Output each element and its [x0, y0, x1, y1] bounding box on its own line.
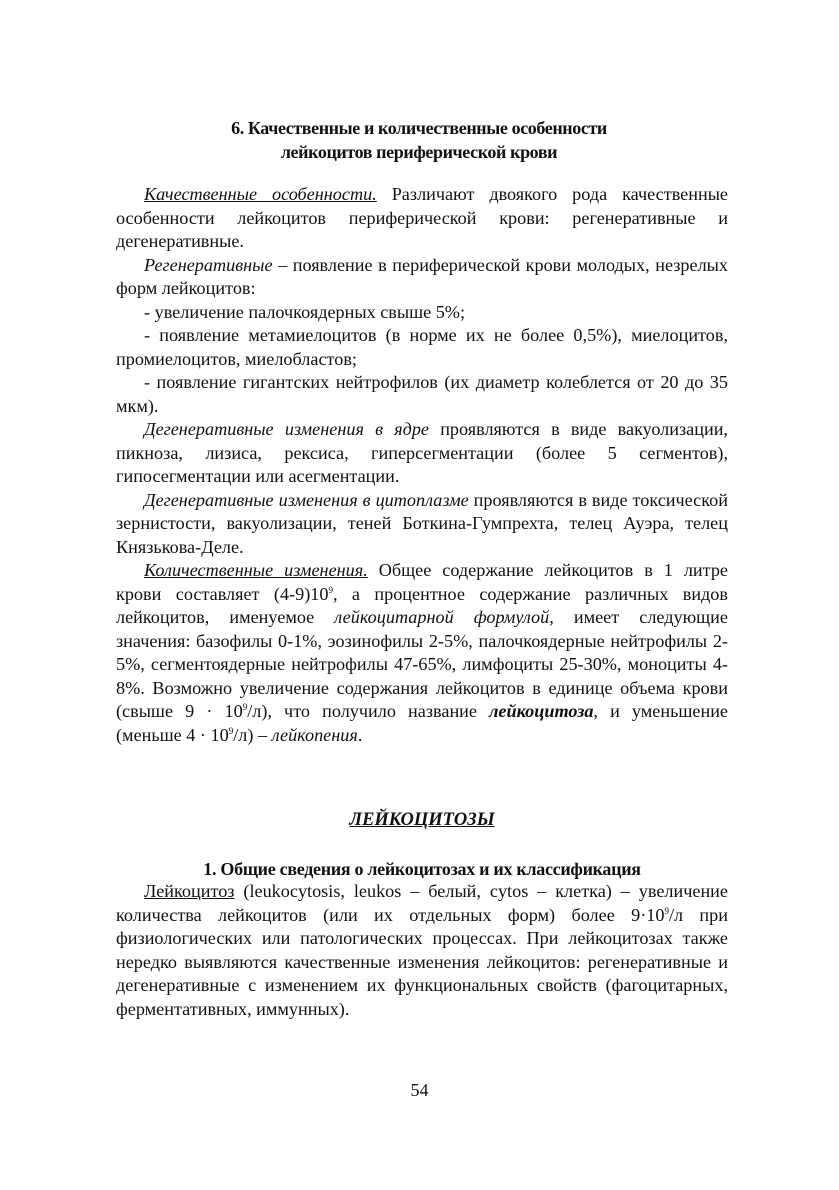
regenerative-text: – появление в периферической крови молодых, незрелых форм лейкоцитов:	[116, 254, 728, 298]
term-leukocytosis: лейкоцитоза	[489, 701, 594, 721]
list-item: - увеличение палочкоядерных свыше 5%;	[144, 301, 466, 322]
term-formula: лейкоцитарной формулой	[334, 607, 550, 627]
qualitative-text: Различают двоякого рода качественные особенности лейкоцитов периферической крови: регенеративные и дегенеративные.	[116, 184, 729, 251]
quantitative-text-d: /л), что получило название	[247, 701, 490, 721]
quantitative-text-e: , и уменьшение (меньше 4 · 10	[116, 701, 729, 745]
section-heading: ЛЕЙКОЦИТОЗЫ	[349, 810, 495, 830]
quantitative-text-f: /л) –	[233, 724, 272, 745]
paragraph-cytoplasm	[116, 489, 728, 560]
regenerative-label: Регенеративные	[144, 254, 273, 275]
quantitative-text-a: Общее содержание лейкоцитов в 1 литре крови составляет (4-9)10	[116, 560, 728, 604]
quantitative-text-b: , а процентное содержание различных видов лейкоцитов, именуемое	[116, 583, 728, 627]
page-number: 54	[410, 1080, 429, 1100]
nucleus-label: Дегенеративные изменения в ядре	[144, 419, 429, 439]
superscript: 9	[242, 701, 248, 712]
main-text	[116, 183, 728, 747]
leukocytosis-term: Лейкоцитоз	[144, 881, 235, 901]
paragraph-leukocytosis	[116, 880, 728, 1021]
chapter-title-line-2: лейкоцитов периферической крови	[280, 142, 558, 162]
leukocytosis-text	[116, 880, 728, 1021]
quantitative-text-c: , имеет следующие значения: базофилы 0-1%, эозинофилы 2-5%, палочкоядерные нейтрофилы 2-5%, сегментоядерные нейтрофилы 47-65%, лимфоциты 25-30%, моноциты 4-8%. Возможно увеличение содержания лейкоцитов в единице объема крови (свыше 9 · 10	[116, 607, 728, 721]
chapter-title	[110, 116, 728, 164]
superscript: 9	[228, 725, 234, 736]
qualitative-label: Качественные особенности.	[144, 184, 377, 204]
subsection-title: 1. Общие сведения о лейкоцитозах и их классификация	[203, 859, 641, 879]
paragraph-regenerative	[116, 254, 728, 301]
leukocytosis-text-a: (leukocytosis, leukos – белый, cytos – клетка) – увеличение количества лейкоцитов (или их отдельных форм) более 9·10	[116, 881, 728, 925]
nucleus-text: проявляются в виде вакуолизации, пикноза, лизиса, рексиса, гиперсегментации (более 5 сегментов), гипосегментации или асегментации.	[116, 419, 728, 486]
paragraph-qualitative	[116, 183, 728, 254]
list-item: - появление гигантских нейтрофилов (их диаметр колеблется от 20 до 35 мкм).	[116, 372, 728, 416]
list-item: - появление метамиелоцитов (в норме их не более 0,5%), миелоцитов, промиелоцитов, миелобластов;	[116, 325, 728, 369]
cytoplasm-text: проявляются в виде токсической зернистости, вакуолизации, теней Боткина-Гумпрехта, телец Ауэра, телец Князькова-Деле.	[116, 489, 728, 557]
superscript: 9	[328, 584, 333, 595]
chapter-title-line-1: 6. Качественные и количественные особенности	[231, 118, 607, 138]
term-leukopenia: лейкопения	[271, 724, 358, 745]
quantitative-text-g: .	[357, 724, 363, 745]
leukocytosis-text-b: /л при физиологических или патологических процессах. При лейкоцитозах также нередко выявляются качественные изменения лейкоцитов: регенеративные и дегенеративные с изменением их функциональных свойств (фагоцитарных, ферментативных, иммунных).	[116, 904, 728, 1019]
paragraph-quantitative	[116, 559, 728, 747]
cytoplasm-label: Дегенеративные изменения в цитоплазме	[144, 489, 469, 510]
paragraph-nucleus	[116, 418, 728, 489]
quantitative-label: Количественные изменения.	[144, 560, 368, 580]
superscript: 9	[664, 905, 669, 916]
